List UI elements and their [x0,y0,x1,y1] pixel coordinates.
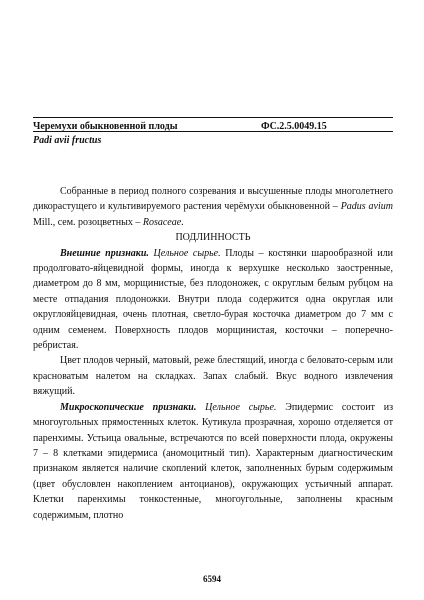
intro-text-1: Собранные в период полного созревания и высушенные плоды многолетнего дикорастущего и культивируемого растения черёмухи обыкновенной – [33,186,393,213]
microscopic-features-paragraph [33,400,393,523]
section-heading-authenticity: ПОДЛИННОСТЬ [175,232,251,244]
header-bottom-rule [33,131,393,132]
external-features-label: Внешние признаки. [60,247,149,259]
intro-text-2: Mill., сем. розоцветных – [33,216,141,228]
header-top-rule [33,117,393,118]
monograph-code: ФС.2.5.0049.15 [261,121,327,132]
body-text [33,184,393,523]
microscopic-features-label: Микроскопические признаки. [60,401,197,413]
monograph-title: Черемухи обыкновенной плоды [33,121,178,132]
external-features-text: Плоды – костянки шарообразной или продолговато-яйцевидной формы, иногда к верхушке несколько заостренные, диаметром до 8 мм, морщинистые, без плодоножек, с округлым белым рубцом на месте отпадания плодоножки. Внутри плода содержится одна округлая или округлояйцевидная, очень плотная, светло-бурая косточка диаметром до 7 мм с одним семенем. Поверхность плодов морщинистая, косточки – поперечно-ребристая. [33,247,394,352]
latin-name: Padi avii fructus [33,135,102,146]
species-name: Padus avium [340,201,393,213]
whole-raw-label: Цельное сырье. [153,247,221,259]
external-features-paragraph [33,246,393,354]
micro-whole-raw-label: Цельное сырье. [205,401,277,413]
family-name: Rosaceae [142,216,182,228]
intro-paragraph [33,184,393,230]
color-paragraph: Цвет плодов черный, матовый, реже блестящий, иногда с беловато-серым или красноватым налетом на складках. Запах слабый. Вкус водного извлечения вяжущий. [33,355,393,398]
page-number: 6594 [203,574,221,584]
microscopic-features-text: Эпидермис состоит из многоугольных прямостенных клеток. Кутикула прозрачная, хорошо отделяется от паренхимы. Устьица овальные, встречаются по всей поверхности плода, окружены 7 – 8 клетками эпидермиса (аномоцитный тип). Характерным диагностическим признаком является наличие скоплений клеток, заполненных бурым содержимым (цвет обусловлен накоплением антоцианов), окружающих устьичный аппарат. Клетки паренхимы тонкостенные, многоугольные, заполнены красным содержимым, плотно [33,401,394,521]
intro-text-3: . [181,216,184,228]
